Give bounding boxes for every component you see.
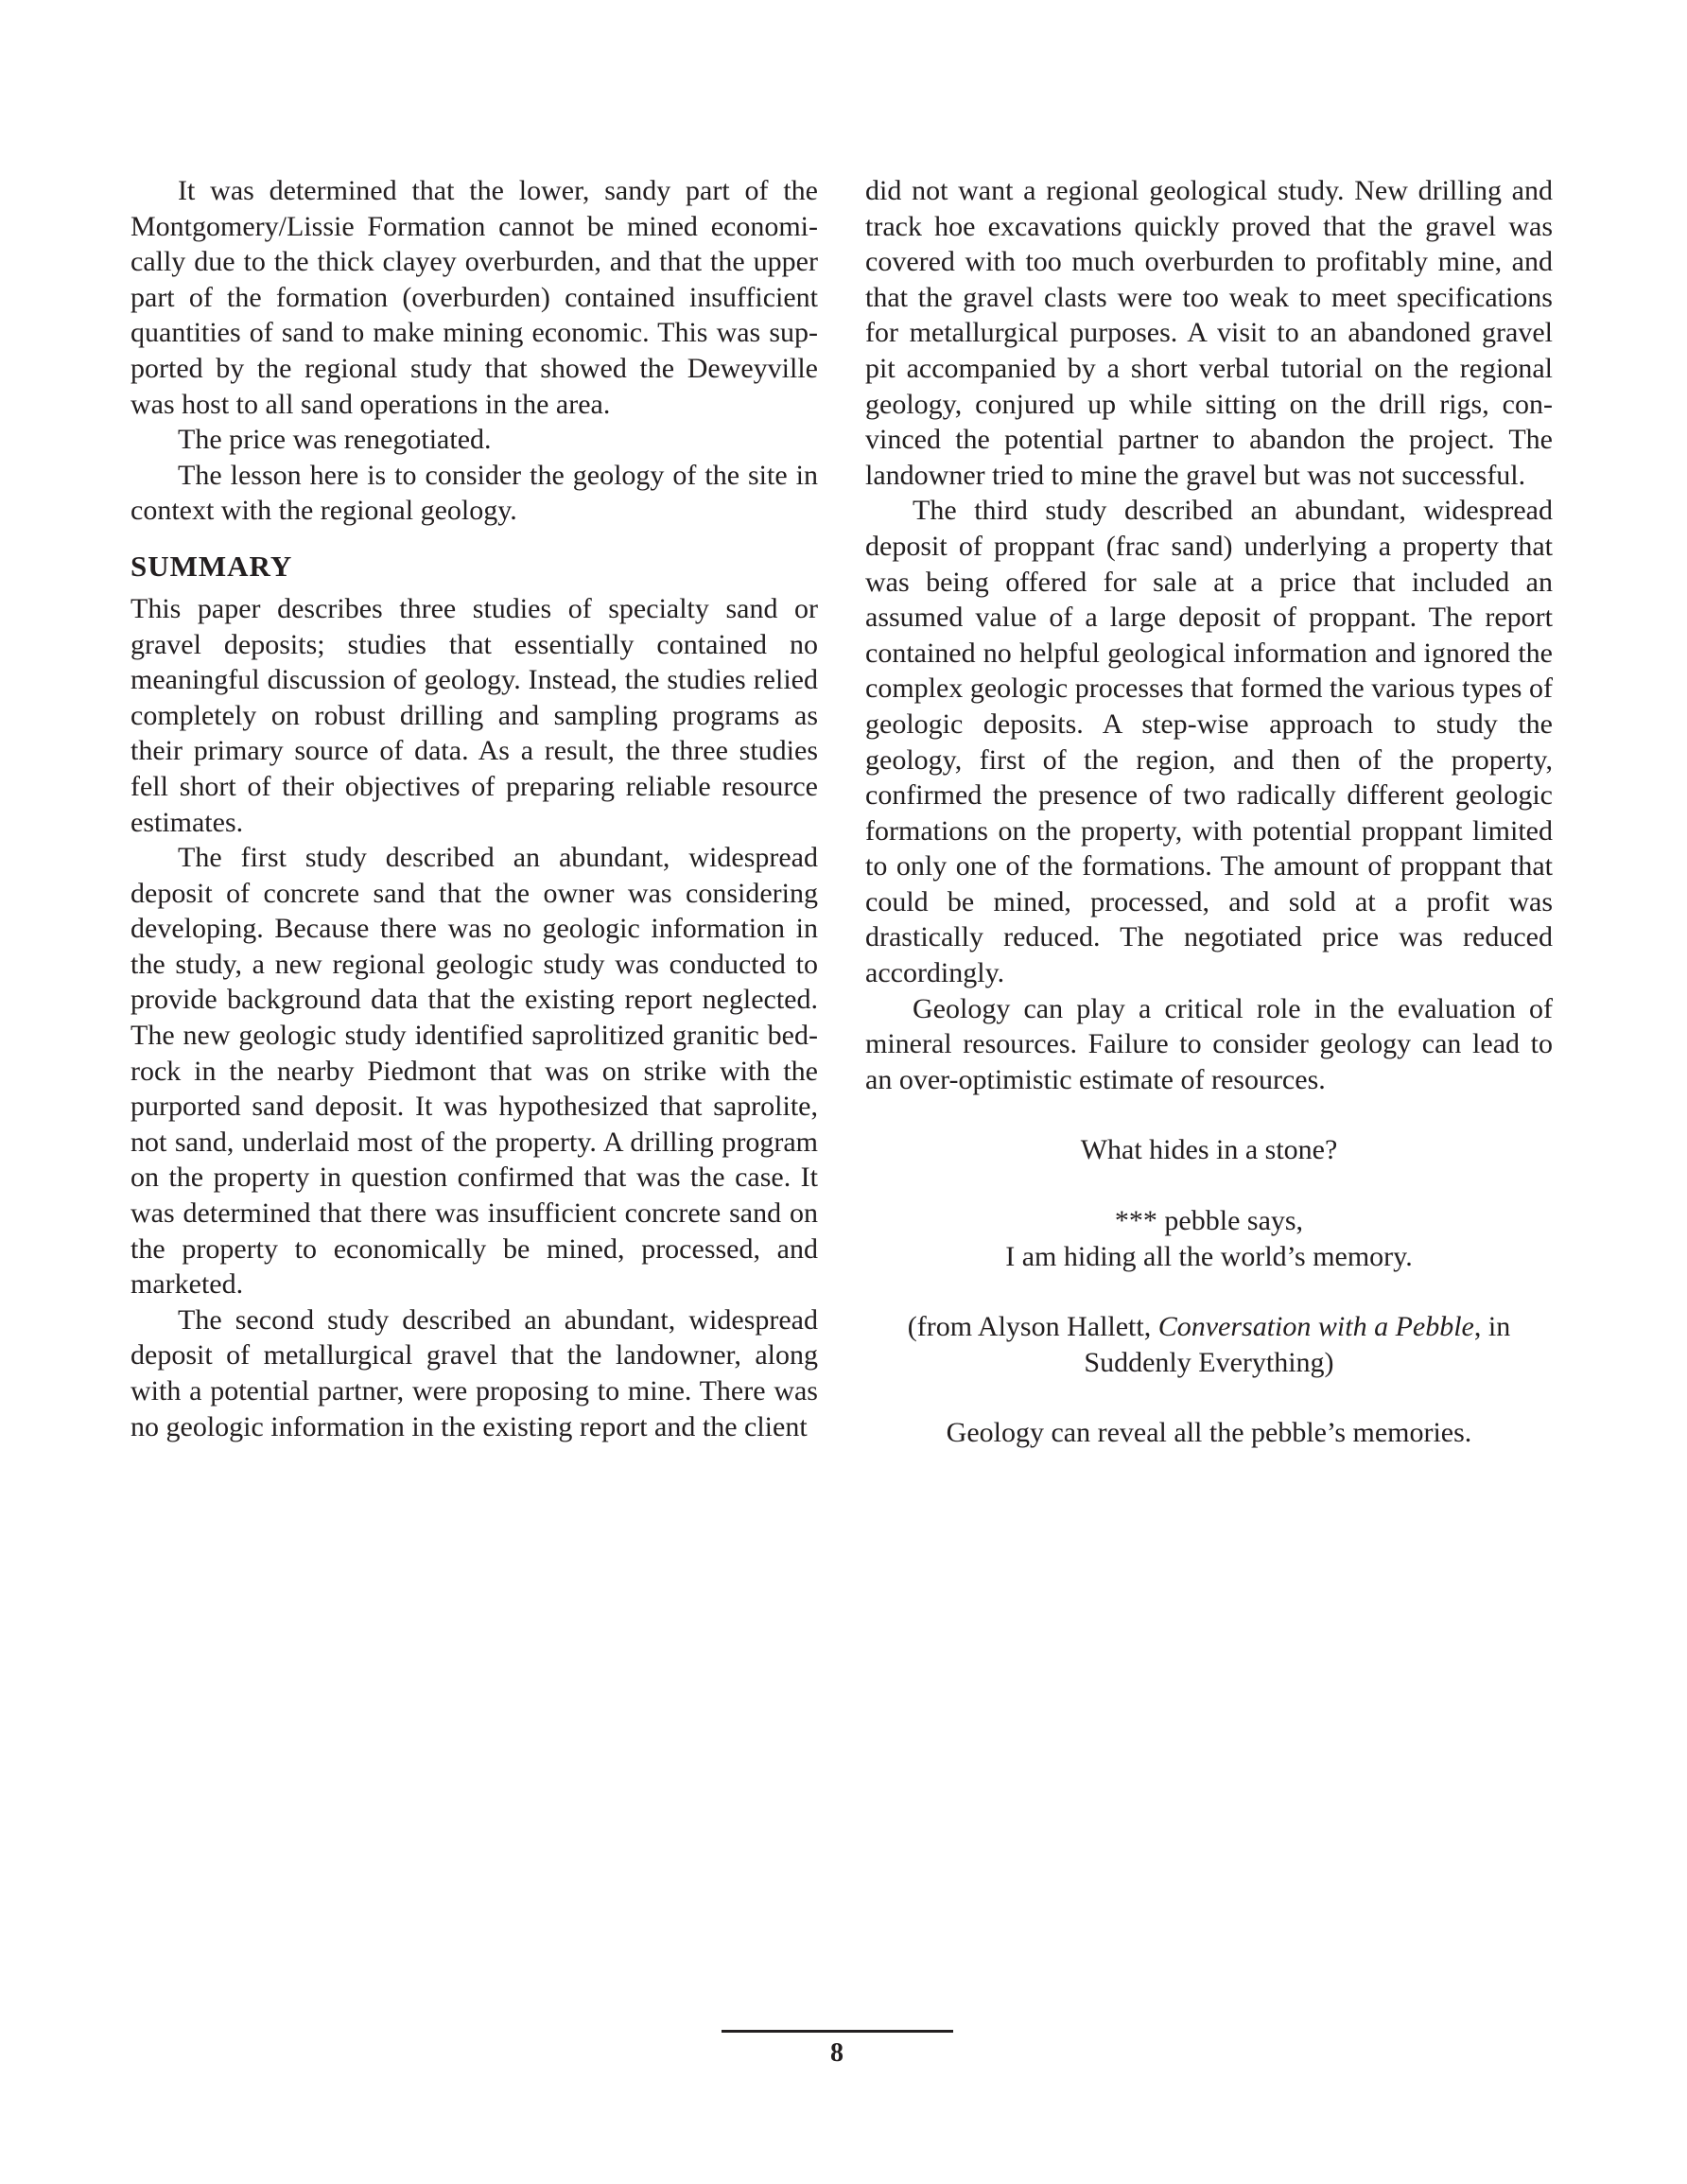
paragraph: The second study described an abundant, widespread deposit of metallurgical gravel that the landowner, along with a potential partner, were proposing to mine. There was no geologic information in the existing report and the client: [130, 1303, 818, 1442]
page-number: 8: [830, 2038, 844, 2068]
footer-rule: [722, 2030, 953, 2033]
paragraph: It was determined that the lower, sandy part of the Montgomery/Lissie Formation cannot be mined economically due to the thick clayey overburden, and that the upper part of the formation (overburden) contained insufficient quantities of sand to make mining economic. This was supported by the regional study that showed the Deweyville was host to all sand operations in the area.: [130, 175, 818, 420]
paragraph: The third study described an abundant, widespread deposit of proppant (frac sand) underlying a property that was being offered for sale at a price that included an assumed value of a large deposit of proppant. The report contained no helpful geological information and ignored the complex geologic processes that formed the various types of geologic deposits. A step-wise approach to study the geology, first of the region, and then of the property, confirmed the presence of two radically different geologic formations on the property, with potential proppant limited to only one of the formations. The amount of proppant that could be mined, processed, and sold at a profit was drastically reduced. The negotiated price was reduced accordingly.: [865, 495, 1553, 989]
paragraph: This paper describes three studies of specialty sand or gravel deposits; studies that essentially contained no meaningful discussion of geology. Instead, the studies relied completely on robust drilling and sampling programs as their primary source of data. As a result, the three studies fell short of their objectives of preparing reliable resource estimates.: [130, 592, 818, 838]
left-column: [130, 173, 818, 1451]
paragraph: did not want a regional geological study. New drilling and track hoe excavations quickly proved that the gravel was covered with too much overburden to profitably mine, and that the gravel clasts were too weak to meet specifications for metallurgical purposes. A visit to an abandoned gravel pit accompanied by a short verbal tutorial on the regional geology, conjured up while sitting on the drill rigs, convinced the potential partner to abandon the project. The landowner tried to mine the gravel but was not successful.: [865, 175, 1553, 491]
citation-suffix: , in: [1473, 1311, 1511, 1343]
paragraph: The lesson here is to consider the geology of the site in context with the regional geology.: [130, 459, 818, 527]
section-heading-summary: SUMMARY: [130, 549, 293, 583]
citation-prefix: (from Alyson Hallett,: [907, 1311, 1158, 1343]
page-body: [130, 173, 1553, 1451]
poem-block: [865, 1132, 1553, 1451]
citation-title: Conversation with a Pebble: [1157, 1311, 1474, 1343]
page-footer: [0, 2030, 1687, 2069]
right-column: [865, 173, 1553, 1451]
poem-citation-line2: Suddenly Everything): [1084, 1346, 1334, 1378]
poem-line: *** pebble says,: [1114, 1205, 1304, 1237]
paragraph: The price was renegotiated.: [178, 424, 492, 456]
paragraph: The first study described an abundant, widespread deposit of concrete sand that the owner was considering developing. Because there was no geologic information in the study, a new regional geologic study was conducted to provide background data that the existing report neglected. The new geologic study identified saprolitized granitic bedrock in the nearby Piedmont that was on strike with the purported sand deposit. It was hypothesized that saprolite, not sand, underlaid most of the property. A drilling program on the property in question confirmed that was the case. It was determined that there was insufficient concrete sand on the property to economically be mined, processed, and marketed.: [130, 842, 818, 1301]
poem-citation: [865, 1309, 1553, 1345]
poem-closing: Geology can reveal all the pebble’s memories.: [946, 1417, 1472, 1449]
poem-question: What hides in a stone?: [1080, 1134, 1338, 1166]
paragraph: Geology can play a critical role in the evaluation of mineral resources. Failure to consider geology can lead to an over-optimistic estimate of resources.: [865, 992, 1553, 1095]
poem-line: I am hiding all the world’s memory.: [1005, 1240, 1413, 1272]
